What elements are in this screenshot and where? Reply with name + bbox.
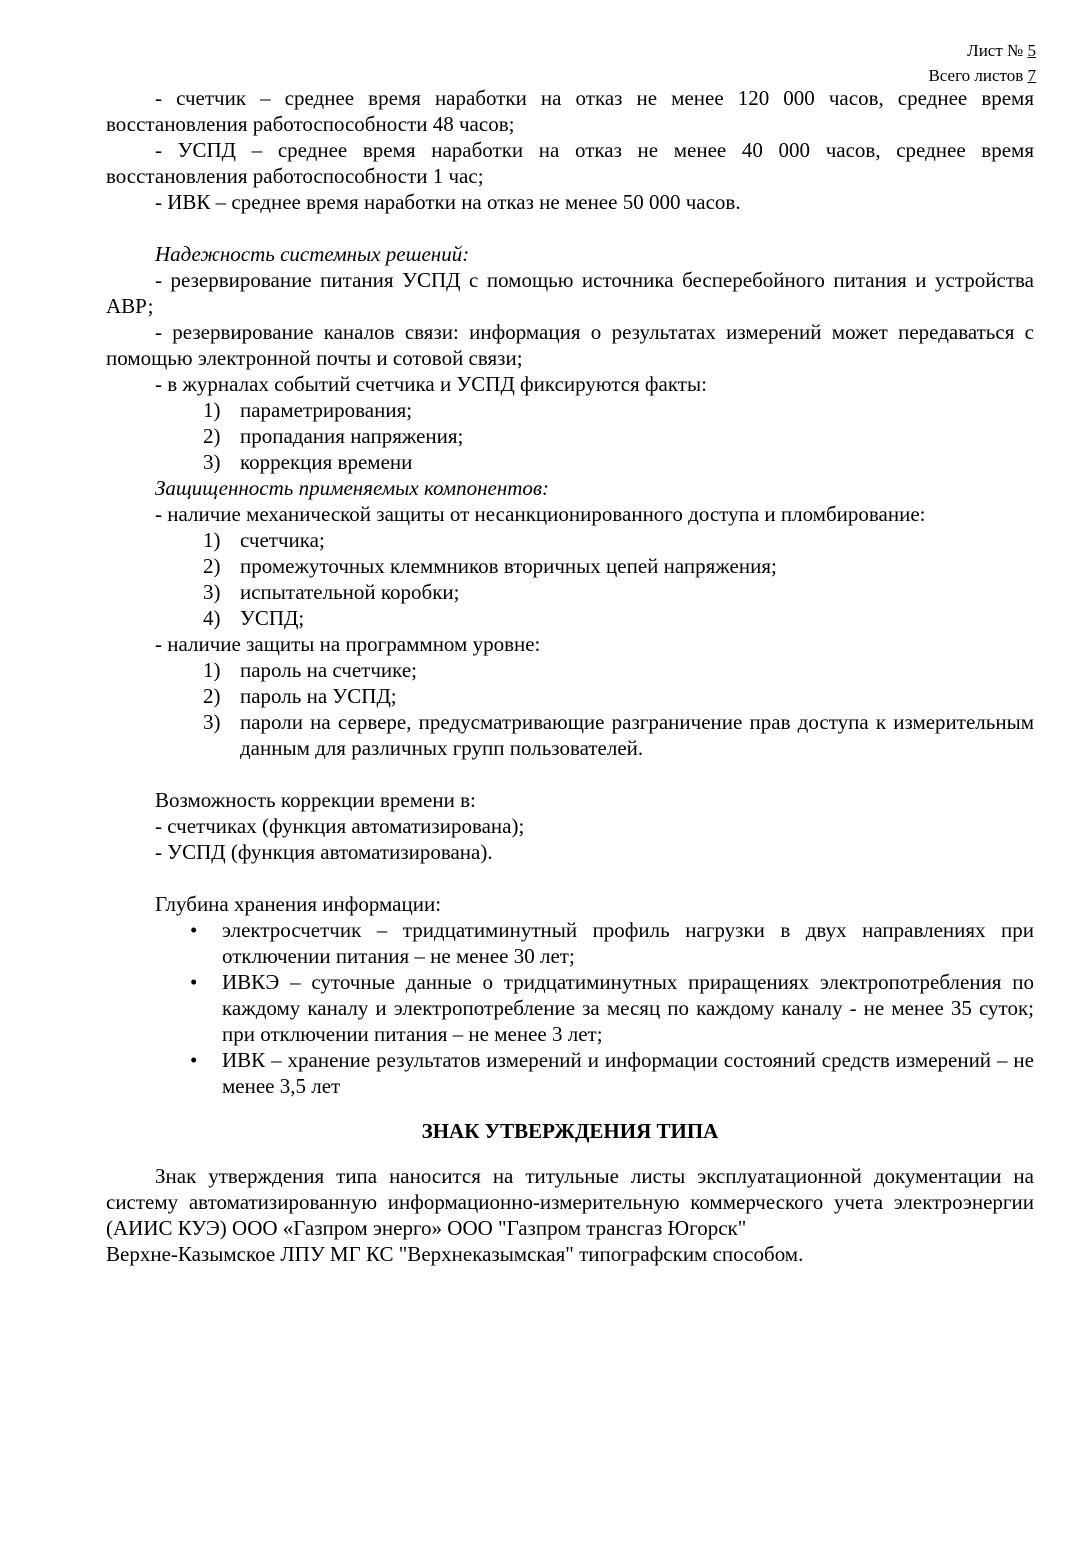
reliability-item: - счетчик – среднее время наработки на отказ не менее 120 000 часов, среднее время восстановления работоспособности 48 часов; <box>106 86 1034 136</box>
approval-text: Верхне-Казымское ЛПУ МГ КС "Верхнеказымская" типографским способом. <box>106 1242 804 1266</box>
total-sheets-label: Всего листов <box>928 66 1024 85</box>
storage-list <box>106 917 1034 1099</box>
list-item <box>106 449 1034 475</box>
reliability-item: - УСПД – среднее время наработки на отказ не менее 40 000 часов, среднее время восстановления работоспособности 1 час; <box>106 138 1034 188</box>
list-item <box>106 397 1034 423</box>
item-number: 1) <box>203 528 221 552</box>
list-item <box>106 917 1034 969</box>
section-title-time-correction: Возможность коррекции времени в: <box>155 788 476 812</box>
bullet-icon: • <box>190 970 198 994</box>
approval-text: Знак утверждения типа наносится на титульные листы эксплуатационной документации на систему автоматизированную информационно-измерительную коммерческого учета электроэнергии (АИИС КУЭ) ООО «Газпром энерго» ООО "Газпром трансгаз Югорск" <box>106 1164 1034 1240</box>
sheet-number: 5 <box>1027 41 1036 60</box>
item-number: 3) <box>203 450 221 474</box>
item-text: коррекция времени <box>240 450 413 474</box>
total-sheets-number: 7 <box>1027 66 1036 85</box>
spacer <box>106 761 1034 787</box>
list-item <box>106 709 1034 761</box>
item-number: 1) <box>203 658 221 682</box>
item-number: 4) <box>203 606 221 630</box>
system-solution-item: - резервирование питания УСПД с помощью источника бесперебойного питания и устройства АВР; <box>106 268 1034 318</box>
list-item <box>106 553 1034 579</box>
software-intro: - наличие защиты на программном уровне: <box>155 632 541 656</box>
events-list <box>106 397 1034 475</box>
item-number: 3) <box>203 710 221 734</box>
system-solution-item: - резервирование каналов связи: информация о результатах измерений может передаваться с помощью электронной почты и сотовой связи; <box>106 320 1034 370</box>
item-text: счетчика; <box>240 528 325 552</box>
item-text: промежуточных клеммников вторичных цепей напряжения; <box>240 554 777 578</box>
list-item <box>106 579 1034 605</box>
reliability-item: - ИВК – среднее время наработки на отказ не менее 50 000 часов. <box>155 190 741 214</box>
mechanical-intro: - наличие механической защиты от несанкционированного доступа и пломбирование: <box>155 502 926 526</box>
software-list <box>106 657 1034 761</box>
item-text: пароли на сервере, предусматривающие разграничение прав доступа к измерительным данным для различных групп пользователей. <box>240 710 1034 760</box>
item-number: 2) <box>203 424 221 448</box>
list-item <box>106 423 1034 449</box>
item-text: УСПД; <box>240 606 305 630</box>
section-title-protection: Защищенность применяемых компонентов: <box>155 476 550 500</box>
sheet-header <box>928 38 1036 88</box>
events-intro: - в журналах событий счетчика и УСПД фиксируются факты: <box>155 372 707 396</box>
item-number: 3) <box>203 580 221 604</box>
item-number: 2) <box>203 684 221 708</box>
time-correction-item: - УСПД (функция автоматизирована). <box>155 840 493 864</box>
item-text: параметрирования; <box>240 398 413 422</box>
sheet-label: Лист № <box>967 41 1024 60</box>
spacer <box>106 865 1034 891</box>
item-text: пароль на счетчике; <box>240 658 417 682</box>
time-correction-item: - счетчиках (функция автоматизирована); <box>155 814 525 838</box>
list-item <box>106 527 1034 553</box>
list-item <box>106 657 1034 683</box>
item-text: электросчетчик – тридцатиминутный профиль нагрузки в двух направлениях при отключении питания – не менее 30 лет; <box>222 918 1034 968</box>
item-text: ИВК – хранение результатов измерений и информации состояний средств измерений – не менее 3,5 лет <box>222 1048 1034 1098</box>
bullet-icon: • <box>190 1048 198 1072</box>
document-body <box>106 85 1034 1267</box>
item-text: пропадания напряжения; <box>240 424 464 448</box>
item-text: ИВКЭ – суточные данные о тридцатиминутных приращениях электропотребления по каждому каналу и электропотребление за месяц по каждому каналу - не менее 35 суток; при отключении питания – не менее 3 лет; <box>222 970 1034 1046</box>
item-number: 2) <box>203 554 221 578</box>
item-text: испытательной коробки; <box>240 580 460 604</box>
spacer <box>106 215 1034 241</box>
item-text: пароль на УСПД; <box>240 684 397 708</box>
list-item <box>106 605 1034 631</box>
section-title-system-solutions: Надежность системных решений: <box>155 242 470 266</box>
section-title-storage: Глубина хранения информации: <box>155 892 442 916</box>
bullet-icon: • <box>190 918 198 942</box>
list-item <box>106 683 1034 709</box>
list-item <box>106 1047 1034 1099</box>
mechanical-list <box>106 527 1034 631</box>
section-heading-approval: ЗНАК УТВЕРЖДЕНИЯ ТИПА <box>421 1119 719 1143</box>
item-number: 1) <box>203 398 221 422</box>
sheet-number-line <box>928 38 1036 63</box>
list-item <box>106 969 1034 1047</box>
